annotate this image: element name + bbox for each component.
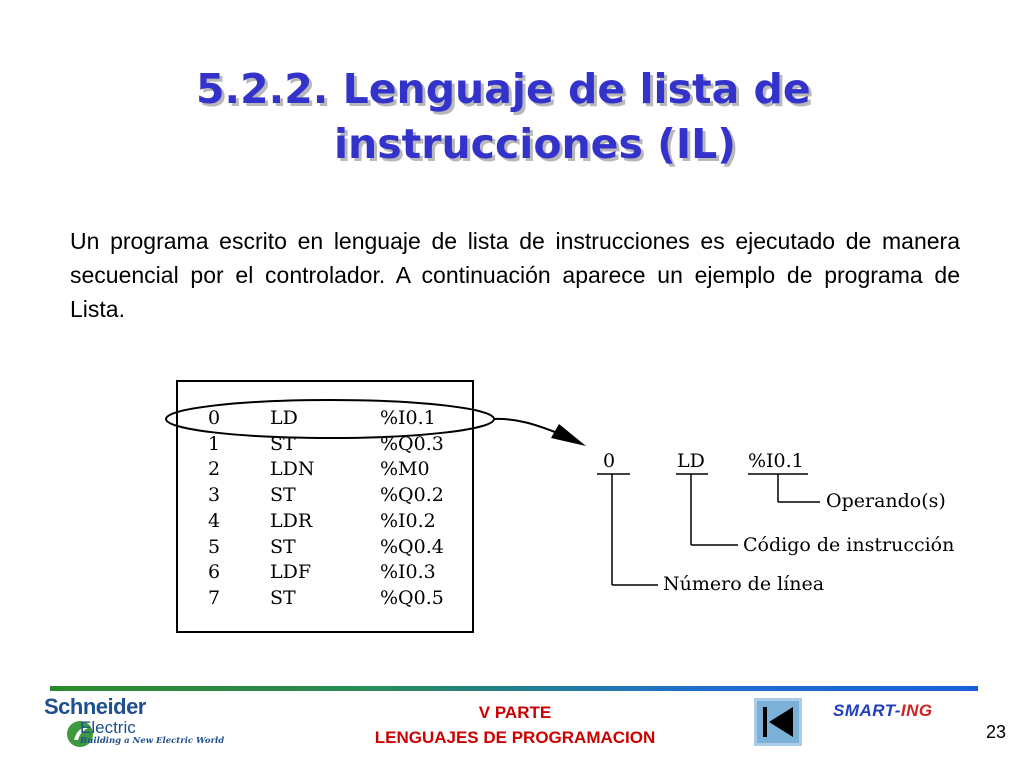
smart-ing-part2: ING	[900, 701, 933, 720]
highlight-ellipse	[166, 400, 494, 438]
operand-cell: %I0.1	[380, 407, 436, 429]
footer-subject: LENGUAJES DE PROGRAMACION	[374, 728, 656, 747]
operand-cell: %M0	[380, 458, 430, 481]
operand-cell: %Q0.3	[380, 432, 444, 455]
instruction-code-cell: ST	[270, 432, 296, 455]
smart-ing-part1: SMART-	[833, 701, 901, 720]
operand-cell: %I0.3	[380, 561, 436, 584]
first-slide-button[interactable]	[754, 698, 802, 746]
title-line-2: instrucciones (IL)	[334, 120, 737, 168]
page-number: 23	[986, 722, 1007, 742]
line-number-cell: 0	[208, 407, 221, 429]
instruction-code-cell: ST	[270, 535, 296, 558]
footer-section-title	[300, 700, 730, 750]
line-number-cell: 2	[208, 458, 221, 481]
line-number-cell: 7	[208, 586, 221, 609]
instruction-code-cell: LDN	[270, 458, 315, 481]
label-line-number: Número de línea	[663, 573, 825, 595]
logo-tagline: Building a New Electric World	[80, 736, 225, 746]
logo-electric: Electric	[80, 718, 136, 737]
detail-operand: %I0.1	[748, 450, 804, 472]
line-number-cell: 3	[208, 484, 221, 507]
operand-cell: %Q0.5	[380, 586, 444, 609]
smart-ing-logo	[833, 701, 933, 721]
first-slide-icon	[757, 701, 799, 743]
detail-instruction-code: LD	[677, 450, 705, 472]
instruction-code-cell: ST	[270, 586, 296, 609]
operand-cell: %Q0.2	[380, 484, 444, 507]
line-number-cell: 4	[208, 509, 221, 532]
label-instruction-code: Código de instrucción	[743, 534, 955, 556]
body-paragraph: Un programa escrito en lenguaje de lista de instrucciones es ejecutado de manera secuencial por el controlador. A continuación aparece un ejemplo de programa de Lista.	[70, 228, 960, 322]
line-number-cell: 6	[208, 561, 221, 584]
pointer-line	[494, 419, 560, 434]
operand-cell: %I0.2	[380, 509, 436, 532]
instruction-code-cell: LDF	[270, 561, 312, 584]
instruction-code-cell: LDR	[270, 509, 313, 532]
line-number-cell: 1	[208, 432, 221, 455]
label-operands: Operando(s)	[826, 490, 946, 512]
logo-name: Schneider	[44, 694, 146, 719]
instruction-code-cell: ST	[270, 484, 296, 507]
schneider-electric-logo	[44, 694, 244, 754]
detail-line-number: 0	[603, 450, 616, 472]
operand-cell: %Q0.4	[380, 535, 444, 558]
footer-part: V PARTE	[478, 703, 552, 722]
line-number-cell: 5	[208, 535, 221, 558]
instruction-code-cell: LD	[270, 407, 298, 429]
bracket-lines	[597, 474, 820, 585]
title-line-1: 5.2.2. Lenguaje de lista de	[196, 65, 811, 113]
footer-divider	[50, 686, 978, 691]
arrowhead-icon	[551, 424, 586, 446]
